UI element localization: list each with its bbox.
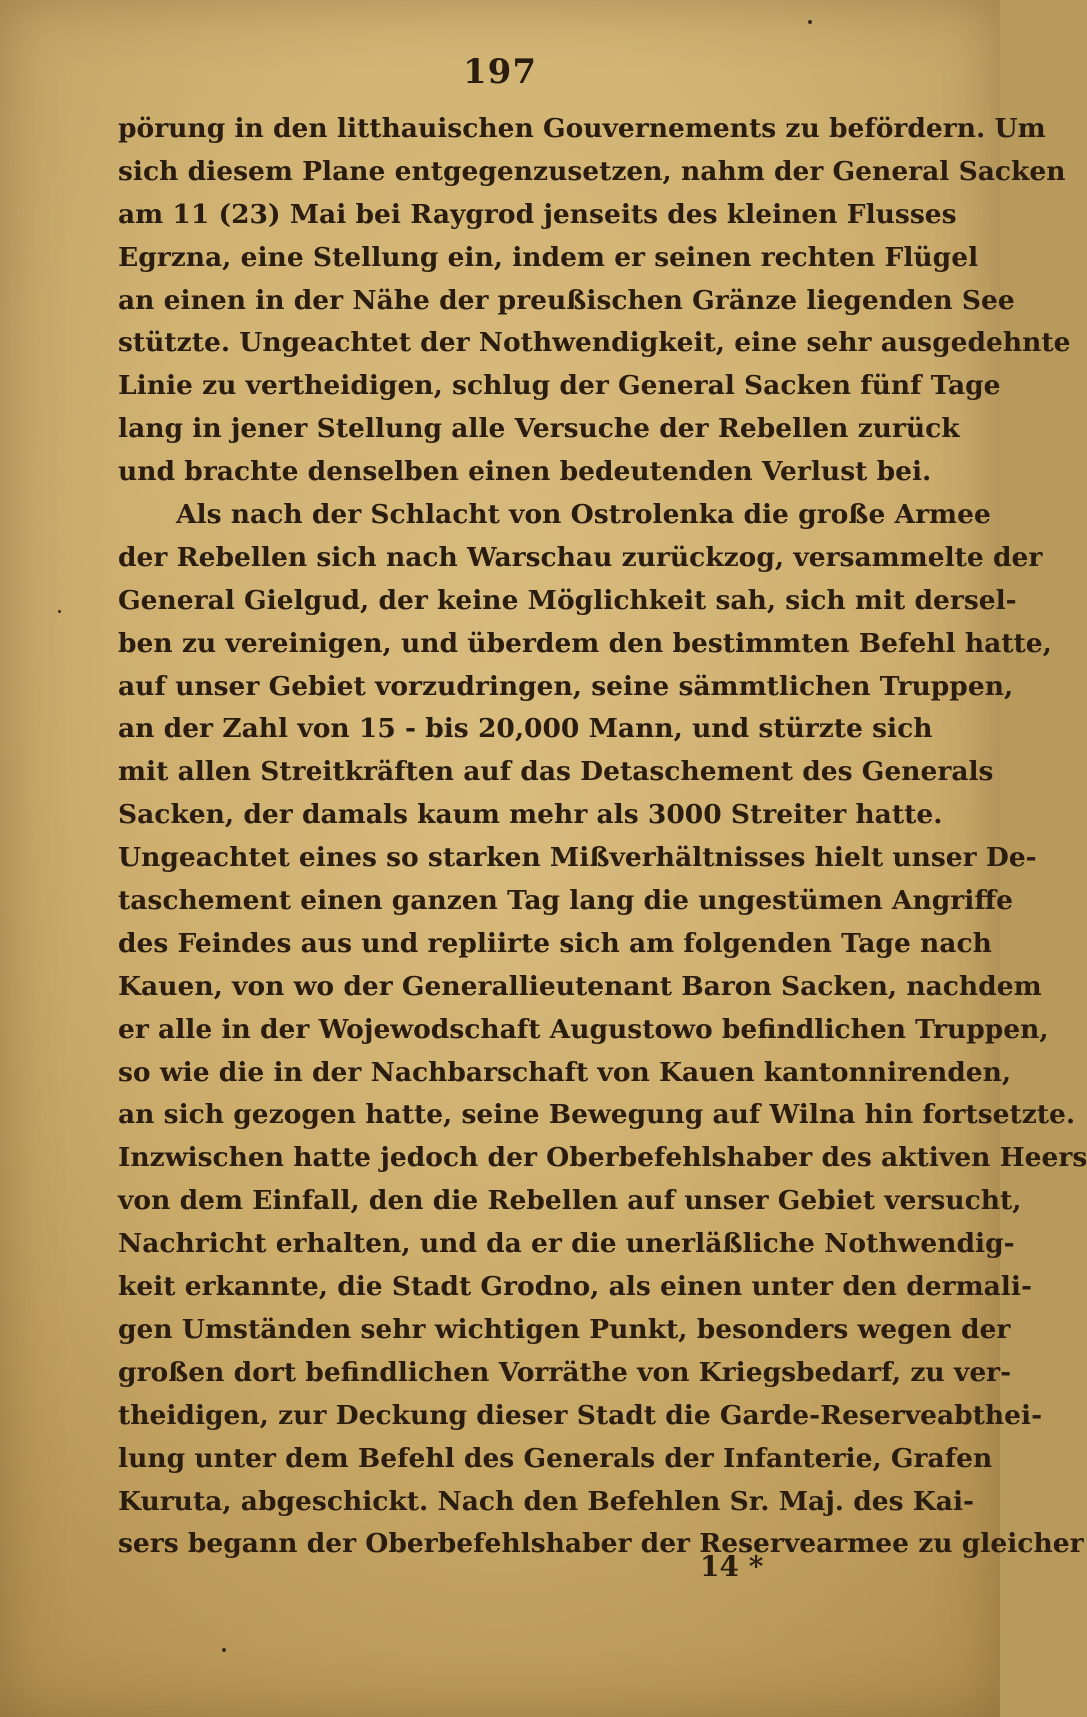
text-line: keit erkannte, die Stadt Grodno, als einen unter den dermali- (118, 1271, 1032, 1303)
text-line: General Gielgud, der keine Möglichkeit sah, sich mit dersel- (118, 584, 1017, 616)
text-line: von dem Einfall, den die Rebellen auf unser Gebiet versucht, (118, 1185, 1022, 1217)
body-text (118, 108, 1087, 1566)
text-line: der Rebellen sich nach Warschau zurückzog, versammelte der (118, 541, 1043, 573)
page-number: 197 (463, 52, 537, 92)
text-line: Ungeachtet eines so starken Mißverhältnisses hielt unser De- (118, 842, 1037, 874)
paper-speck (222, 1648, 226, 1652)
text-line: großen dort befindlichen Vorräthe von Kriegsbedarf, zu ver- (118, 1356, 1012, 1388)
text-line: an der Zahl von 15 - bis 20,000 Mann, und stürzte sich (118, 713, 933, 745)
text-line: des Feindes aus und repliirte sich am folgenden Tage nach (118, 927, 992, 959)
text-line: so wie die in der Nachbarschaft von Kauen kantonnirenden, (118, 1056, 1012, 1088)
text-line: gen Umständen sehr wichtigen Punkt, besonders wegen der (118, 1313, 1011, 1345)
text-line: ben zu vereinigen, und überdem den bestimmten Befehl hatte, (118, 627, 1052, 659)
text-line: sich diesem Plane entgegenzusetzen, nahm der General Sacken (118, 155, 1066, 187)
signature-mark: 14 * (700, 1550, 764, 1583)
text-line: Sacken, der damals kaum mehr als 3000 Streiter hatte. (118, 799, 943, 831)
text-line: auf unser Gebiet vorzudringen, seine sämmtlichen Truppen, (118, 670, 1014, 702)
paper-speck (58, 610, 61, 613)
text-line: Linie zu vertheidigen, schlug der General Sacken fünf Tage (118, 370, 1001, 402)
text-line: Kuruta, abgeschickt. Nach den Befehlen Sr. Maj. des Kai- (118, 1485, 975, 1517)
text-line: an einen in der Nähe der preußischen Gränze liegenden See (118, 284, 1015, 316)
text-line: Nachricht erhalten, und da er die unerläßliche Nothwendig- (118, 1228, 1015, 1260)
paper-speck (808, 20, 812, 24)
text-line: an sich gezogen hatte, seine Bewegung auf Wilna hin fortsetzte. (118, 1099, 1076, 1131)
text-line: taschement einen ganzen Tag lang die ungestümen Angriffe (118, 885, 1013, 917)
text-line: Als nach der Schlacht von Ostrolenka die große Armee (176, 499, 991, 531)
text-line: mit allen Streitkräften auf das Detaschement des Generals (118, 756, 994, 788)
text-line: Inzwischen hatte jedoch der Oberbefehlshaber des aktiven Heers (118, 1142, 1087, 1174)
text-line: pörung in den litthauischen Gouvernements zu befördern. Um (118, 113, 1046, 144)
text-line: Egrzna, eine Stellung ein, indem er seinen rechten Flügel (118, 241, 979, 273)
text-line: theidigen, zur Deckung dieser Stadt die Garde-Reserveabthei- (118, 1399, 1043, 1431)
text-line: lang in jener Stellung alle Versuche der Rebellen zurück (118, 413, 960, 445)
text-line: Kauen, von wo der Generallieutenant Baron Sacken, nachdem (118, 970, 1042, 1002)
text-line: sers begann der Oberbefehlshaber der Reservearmee zu gleicher (118, 1528, 1084, 1560)
text-line: und brachte denselben einen bedeutenden Verlust bei. (118, 456, 932, 488)
text-line: am 11 (23) Mai bei Raygrod jenseits des kleinen Flusses (118, 198, 957, 230)
text-line: lung unter dem Befehl des Generals der Infanterie, Grafen (118, 1442, 993, 1474)
text-line: stützte. Ungeachtet der Nothwendigkeit, eine sehr ausgedehnte (118, 327, 1071, 359)
text-line: er alle in der Wojewodschaft Augustowo befindlichen Truppen, (118, 1013, 1049, 1045)
